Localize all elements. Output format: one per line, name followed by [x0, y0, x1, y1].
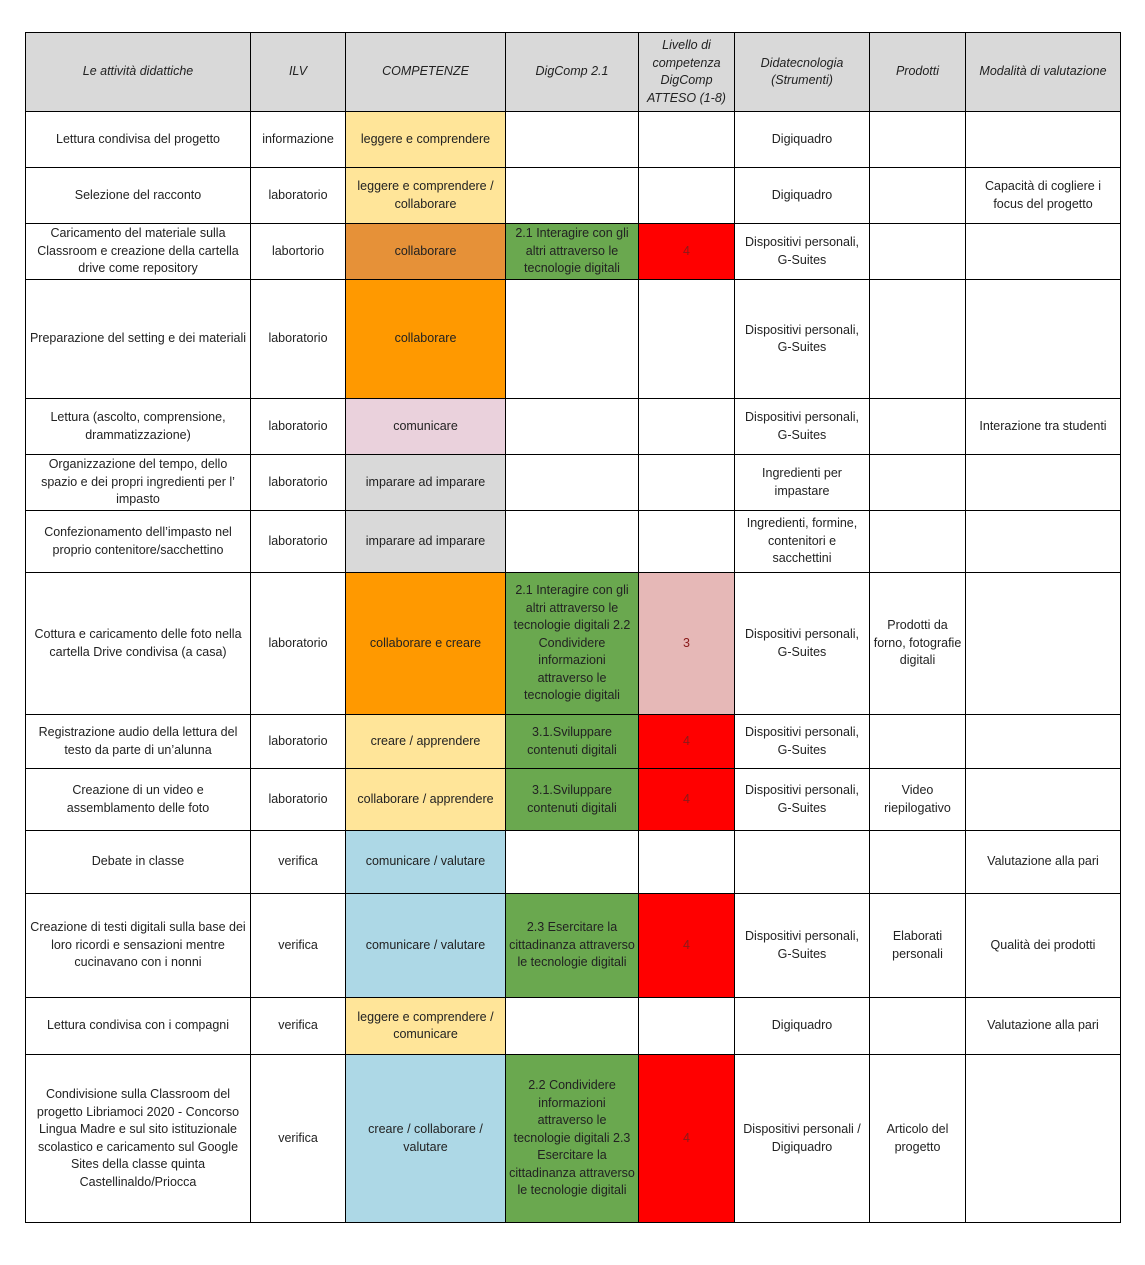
cell-digcomp: 3.1.Sviluppare contenuti digitali [506, 715, 639, 769]
table-row [26, 112, 1121, 168]
cell-prodotti [870, 224, 966, 280]
cell-attivita: Confezionamento dell’impasto nel proprio contenitore/sacchettino [26, 511, 251, 573]
cell-attivita: Lettura (ascolto, comprensione, drammatizzazione) [26, 399, 251, 455]
cell-livello: 4 [639, 894, 735, 998]
cell-valutazione: Qualità dei prodotti [966, 894, 1121, 998]
table-row [26, 280, 1121, 399]
cell-digcomp [506, 511, 639, 573]
header-cell: Prodotti [870, 33, 966, 112]
cell-competenze: creare / collaborare / valutare [346, 1055, 506, 1223]
cell-livello: 3 [639, 573, 735, 715]
cell-competenze: collaborare [346, 224, 506, 280]
cell-digcomp [506, 112, 639, 168]
cell-attivita: Creazione di un video e assemblamento delle foto [26, 769, 251, 831]
cell-ilv: laboratorio [251, 455, 346, 511]
cell-strumenti: Dispositivi personali, G-Suites [735, 280, 870, 399]
cell-valutazione: Capacità di cogliere i focus del progetto [966, 168, 1121, 224]
table-row [26, 399, 1121, 455]
cell-valutazione [966, 280, 1121, 399]
cell-digcomp: 2.3 Esercitare la cittadinanza attraverso le tecnologie digitali [506, 894, 639, 998]
cell-competenze: leggere e comprendere / collaborare [346, 168, 506, 224]
cell-digcomp [506, 455, 639, 511]
cell-competenze: comunicare [346, 399, 506, 455]
cell-prodotti [870, 831, 966, 894]
activities-table [25, 32, 1121, 1223]
cell-ilv: verifica [251, 831, 346, 894]
cell-attivita: Organizzazione del tempo, dello spazio e dei propri ingredienti per l’ impasto [26, 455, 251, 511]
cell-attivita: Registrazione audio della lettura del testo da parte di un’alunna [26, 715, 251, 769]
cell-competenze: collaborare [346, 280, 506, 399]
header-cell: DigComp 2.1 [506, 33, 639, 112]
table-row [26, 168, 1121, 224]
table-row [26, 511, 1121, 573]
cell-attivita: Cottura e caricamento delle foto nella cartella Drive condivisa (a casa) [26, 573, 251, 715]
cell-valutazione: Interazione tra studenti [966, 399, 1121, 455]
cell-ilv: laboratorio [251, 280, 346, 399]
cell-strumenti: Dispositivi personali, G-Suites [735, 715, 870, 769]
cell-competenze: imparare ad imparare [346, 511, 506, 573]
cell-ilv: laboratorio [251, 168, 346, 224]
cell-attivita: Lettura condivisa con i compagni [26, 998, 251, 1055]
cell-livello [639, 511, 735, 573]
table-row [26, 769, 1121, 831]
cell-ilv: verifica [251, 894, 346, 998]
cell-ilv: laboratorio [251, 399, 346, 455]
cell-competenze: collaborare / apprendere [346, 769, 506, 831]
cell-competenze: collaborare e creare [346, 573, 506, 715]
cell-prodotti [870, 511, 966, 573]
cell-livello [639, 112, 735, 168]
cell-competenze: creare / apprendere [346, 715, 506, 769]
cell-attivita: Caricamento del materiale sulla Classroom e creazione della cartella drive come repository [26, 224, 251, 280]
header-cell: Livello di competenza DigComp ATTESO (1-8) [639, 33, 735, 112]
cell-livello: 4 [639, 224, 735, 280]
cell-prodotti: Video riepilogativo [870, 769, 966, 831]
cell-valutazione: Valutazione alla pari [966, 998, 1121, 1055]
cell-competenze: leggere e comprendere [346, 112, 506, 168]
cell-prodotti [870, 280, 966, 399]
cell-prodotti [870, 112, 966, 168]
cell-valutazione: Valutazione alla pari [966, 831, 1121, 894]
table-row [26, 998, 1121, 1055]
cell-ilv: laboratorio [251, 511, 346, 573]
cell-prodotti [870, 715, 966, 769]
cell-digcomp [506, 998, 639, 1055]
cell-strumenti [735, 831, 870, 894]
cell-valutazione [966, 715, 1121, 769]
cell-digcomp: 2.1 Interagire con gli altri attraverso le tecnologie digitali [506, 224, 639, 280]
cell-strumenti: Digiquadro [735, 168, 870, 224]
table-body [26, 112, 1121, 1223]
cell-digcomp: 3.1.Sviluppare contenuti digitali [506, 769, 639, 831]
header-cell: ILV [251, 33, 346, 112]
cell-ilv: informazione [251, 112, 346, 168]
cell-digcomp [506, 168, 639, 224]
cell-ilv: laboratorio [251, 769, 346, 831]
cell-valutazione [966, 455, 1121, 511]
cell-competenze: leggere e comprendere / comunicare [346, 998, 506, 1055]
cell-livello [639, 831, 735, 894]
table-row [26, 573, 1121, 715]
cell-ilv: verifica [251, 1055, 346, 1223]
cell-valutazione [966, 573, 1121, 715]
cell-prodotti [870, 455, 966, 511]
header-cell: Didatecnologia (Strumenti) [735, 33, 870, 112]
cell-ilv: laboratorio [251, 715, 346, 769]
cell-digcomp [506, 280, 639, 399]
cell-strumenti: Dispositivi personali / Digiquadro [735, 1055, 870, 1223]
table-row [26, 831, 1121, 894]
cell-strumenti: Dispositivi personali, G-Suites [735, 399, 870, 455]
table-row [26, 455, 1121, 511]
cell-valutazione [966, 769, 1121, 831]
header-cell: COMPETENZE [346, 33, 506, 112]
cell-strumenti: Ingredienti per impastare [735, 455, 870, 511]
cell-valutazione [966, 1055, 1121, 1223]
header-cell: Le attività didattiche [26, 33, 251, 112]
cell-attivita: Selezione del racconto [26, 168, 251, 224]
table-row [26, 1055, 1121, 1223]
cell-livello [639, 399, 735, 455]
cell-digcomp [506, 831, 639, 894]
cell-valutazione [966, 511, 1121, 573]
cell-livello [639, 998, 735, 1055]
cell-attivita: Creazione di testi digitali sulla base dei loro ricordi e sensazioni mentre cucinavano con i nonni [26, 894, 251, 998]
cell-strumenti: Dispositivi personali, G-Suites [735, 224, 870, 280]
cell-strumenti: Ingredienti, formine, contenitori e sacchettini [735, 511, 870, 573]
header-cell: Modalità di valutazione [966, 33, 1121, 112]
cell-digcomp: 2.1 Interagire con gli altri attraverso le tecnologie digitali 2.2 Condividere informazioni attraverso le tecnologie digitali [506, 573, 639, 715]
cell-competenze: comunicare / valutare [346, 894, 506, 998]
cell-prodotti [870, 168, 966, 224]
cell-prodotti: Prodotti da forno, fotografie digitali [870, 573, 966, 715]
cell-livello: 4 [639, 1055, 735, 1223]
cell-competenze: imparare ad imparare [346, 455, 506, 511]
cell-digcomp [506, 399, 639, 455]
cell-attivita: Lettura condivisa del progetto [26, 112, 251, 168]
cell-competenze: comunicare / valutare [346, 831, 506, 894]
cell-attivita: Preparazione del setting e dei materiali [26, 280, 251, 399]
cell-attivita: Condivisione sulla Classroom del progetto Libriamoci 2020 - Concorso Lingua Madre e sul sito istituzionale scolastico e caricamento sul Google Sites della classe quinta Castellinaldo/Priocca [26, 1055, 251, 1223]
cell-livello [639, 168, 735, 224]
cell-strumenti: Dispositivi personali, G-Suites [735, 573, 870, 715]
cell-prodotti: Articolo del progetto [870, 1055, 966, 1223]
cell-ilv: laboratorio [251, 573, 346, 715]
cell-strumenti: Digiquadro [735, 112, 870, 168]
cell-attivita: Debate in classe [26, 831, 251, 894]
cell-digcomp: 2.2 Condividere informazioni attraverso le tecnologie digitali 2.3 Esercitare la cittadinanza attraverso le tecnologie digitali [506, 1055, 639, 1223]
cell-livello [639, 455, 735, 511]
cell-livello [639, 280, 735, 399]
cell-strumenti: Digiquadro [735, 998, 870, 1055]
cell-livello: 4 [639, 715, 735, 769]
table-row [26, 224, 1121, 280]
cell-ilv: verifica [251, 998, 346, 1055]
cell-prodotti: Elaborati personali [870, 894, 966, 998]
table-row [26, 715, 1121, 769]
header-row [26, 33, 1121, 112]
cell-livello: 4 [639, 769, 735, 831]
cell-prodotti [870, 998, 966, 1055]
cell-prodotti [870, 399, 966, 455]
cell-strumenti: Dispositivi personali, G-Suites [735, 769, 870, 831]
cell-valutazione [966, 112, 1121, 168]
cell-ilv: labortorio [251, 224, 346, 280]
table-row [26, 894, 1121, 998]
cell-strumenti: Dispositivi personali, G-Suites [735, 894, 870, 998]
cell-valutazione [966, 224, 1121, 280]
